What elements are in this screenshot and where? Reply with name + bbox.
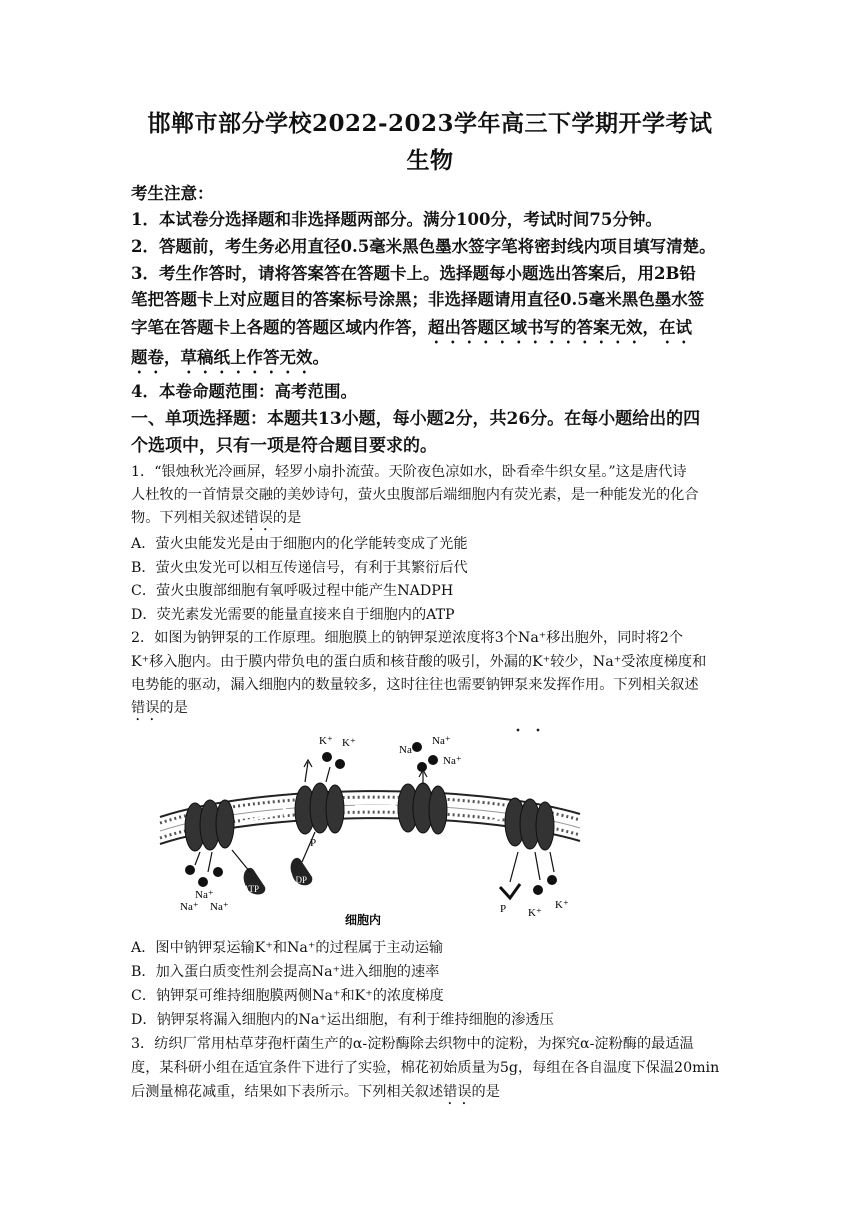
svg-text:Na⁺: Na⁺ — [432, 735, 451, 747]
q2-stem-line-2: K⁺移入胞内。由于膜内带负电的蛋白质和核苷酸的吸引，外漏的K⁺较少，Na⁺受浓度梯度和 — [131, 654, 707, 670]
q2-option-d: D．钠钾泵将漏入细胞内的Na⁺运出细胞，有利于维持细胞的渗透压 — [131, 1012, 554, 1028]
q1-stem-line-3 — [131, 507, 301, 534]
svg-text:Na⁺: Na⁺ — [210, 901, 229, 913]
q3-emphasis: 错误 — [443, 1084, 472, 1100]
svg-text:ATP: ATP — [243, 884, 260, 894]
pump-protein-3 — [398, 783, 447, 834]
atp-molecule — [232, 850, 265, 895]
na-ions-outside — [399, 735, 462, 784]
notice-text: 。 — [312, 348, 329, 367]
q1-stem-line-2: 人杜牧的一首情景交融的美妙诗句，萤火虫腹部后端细胞内有荧光素，是一种能发光的化合 — [131, 487, 699, 503]
q1-option-a: A．萤火虫能发光是由于细胞内的化学能转变成了光能 — [131, 536, 468, 552]
sodium-potassium-pump-figure — [140, 722, 600, 932]
q2-option-c: C．钠钾泵可维持细胞膜两侧Na⁺和K⁺的浓度梯度 — [131, 988, 444, 1004]
notice-item-3-line-1: 3．考生作答时，请将答案答在答题卡上。选择题每小题选出答案后，用2B铅 — [131, 264, 696, 283]
section-1-heading-line-2: 个选项中，只有一项是符合题目要求的。 — [131, 436, 437, 456]
svg-text:K⁺: K⁺ — [319, 735, 333, 747]
notice-item-1: 1．本试卷分选择题和非选择题两部分。满分100分，考试时间75分钟。 — [131, 210, 662, 229]
notice-heading: 考生注意： — [131, 184, 214, 203]
notice-item-3-line-4 — [131, 344, 329, 377]
q3-stem-line-1: 3．纺织厂常用枯草芽孢杆菌生产的α-淀粉酶除去织物中的淀粉，为探究α-淀粉酶的最适温 — [131, 1036, 694, 1052]
svg-text:P: P — [310, 837, 317, 849]
na-ions-inside — [180, 852, 229, 913]
q2-stem-line-1: 2．如图为钠钾泵的工作原理。细胞膜上的钠钾泵逆浓度将3个Na⁺移出胞外，同时将2个 — [131, 630, 684, 646]
q2-stem-line-4 — [131, 697, 188, 724]
notice-emphasis: 题卷，草稿纸上作答无效 — [131, 348, 313, 367]
q2-option-b: B．加入蛋白质变性剂会提高Na⁺进入细胞的速率 — [131, 964, 440, 980]
pump-protein-4 — [505, 798, 554, 850]
exam-title: 邯郸市部分学校2022-2023学年高三下学期开学考试 — [147, 110, 713, 137]
q1-option-b: B．萤火虫发光可以相互传递信号，有利于其繁衍后代 — [131, 560, 468, 576]
exam-subject: 生物 — [406, 147, 454, 174]
svg-text:K⁺: K⁺ — [342, 737, 356, 749]
svg-text:P: P — [500, 903, 507, 915]
q1-option-c: C．萤火虫腹部细胞有氧呼吸过程中能产生NADPH — [131, 583, 454, 599]
notice-item-4: 4．本卷命题范围：高考范围。 — [131, 382, 357, 401]
q1-stem-line-1: 1．“银烛秋光冷画屏，轻罗小扇扑流萤。天阶夜色凉如水，卧看牵牛织女星。”这是唐代诗 — [131, 464, 687, 480]
notice-item-2: 2．答题前，考生务必用直径0.5毫米黑色墨水签字笔将密封线内项目填写清楚。 — [131, 237, 716, 256]
pump-protein-2 — [295, 783, 344, 834]
pump-protein-1 — [185, 800, 234, 851]
q1-option-d: D．荧光素发光需要的能量直接来自于细胞内的ATP — [131, 607, 455, 623]
svg-text:K⁺: K⁺ — [555, 899, 569, 911]
q3-text: 的是 — [471, 1084, 500, 1100]
q1-emphasis: 错误 — [244, 510, 273, 526]
svg-text:ADP: ADP — [289, 875, 308, 885]
q2-stem-line-3: 电势能的驱动，漏入细胞内的数量较多，这时往往也需要钠钾泵来发挥作用。下列相关叙述 — [131, 677, 699, 693]
q3-stem-line-3 — [131, 1081, 500, 1108]
q2-option-a: A．图中钠钾泵运输K⁺和Na⁺的过程属于主动运输 — [131, 940, 444, 956]
svg-text:Na⁺: Na⁺ — [180, 901, 199, 913]
q1-text: 的是 — [272, 510, 302, 526]
adp-molecule — [289, 832, 316, 885]
q1-text: 物。下列相关叙述 — [131, 510, 245, 526]
section-1-heading-line-1: 一、单项选择题：本题共13小题，每小题2分，共26分。在每小题给出的四 — [131, 409, 701, 429]
k-ions-inside — [528, 852, 569, 919]
q3-text: 后测量棉花减重，结果如下表所示。下列相关叙述 — [131, 1084, 444, 1100]
svg-text:K⁺: K⁺ — [528, 907, 542, 919]
k-ions-outside — [304, 735, 356, 782]
q2-text: 的是 — [159, 700, 188, 716]
cell-inside-label: 细胞内 — [345, 913, 382, 927]
svg-text:Na⁺: Na⁺ — [443, 755, 462, 767]
notice-item-3-line-2: 笔把答题卡上对应题目的答案标号涂黑；非选择题请用直径0.5毫米黑色墨水签 — [131, 290, 705, 309]
notice-item-3-line-3 — [131, 314, 692, 347]
svg-text:Na⁺: Na⁺ — [399, 744, 418, 756]
notice-emphasis: 超出答题区域书写的答案无效，在试 — [428, 318, 692, 337]
notice-text: 字笔在答题卡上各题的答题区域内作答， — [131, 318, 428, 337]
phosphate — [500, 852, 520, 915]
q3-stem-line-2: 度，某科研小组在适宜条件下进行了实验，棉花初始质量为5g，每组在各自温度下保温20min — [131, 1060, 720, 1076]
svg-text:Na⁺: Na⁺ — [195, 889, 214, 901]
q2-emphasis: 错误 — [131, 700, 160, 716]
